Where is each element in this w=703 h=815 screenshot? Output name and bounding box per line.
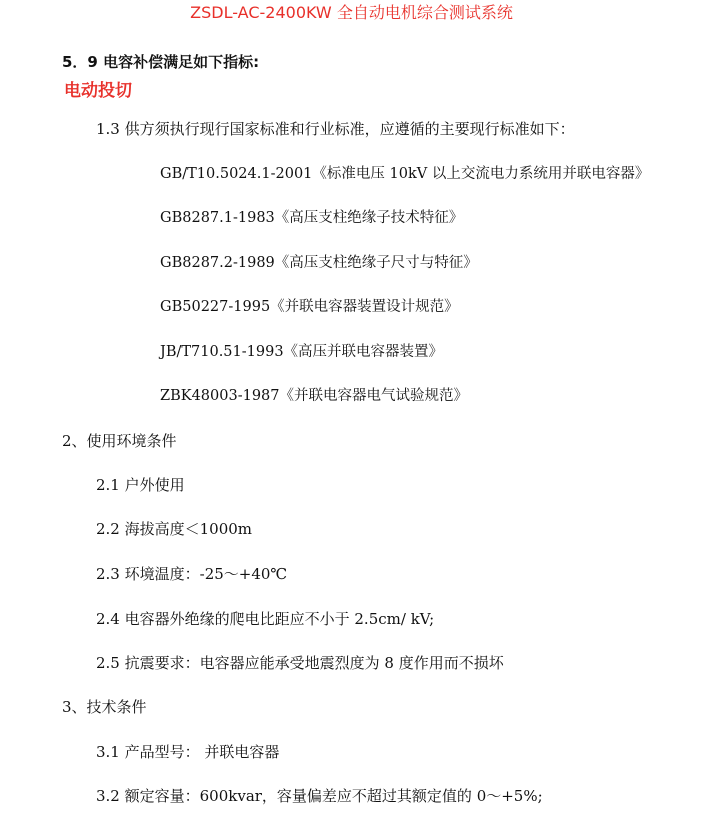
technical-item: 3.1 产品型号： 并联电容器	[96, 743, 280, 761]
environment-item: 2.1 户外使用	[96, 476, 185, 494]
document-title: ZSDL-AC-2400KW 全自动电机综合测试系统	[190, 3, 513, 22]
standards-intro: 1.3 供方须执行现行国家标准和行业标准，应遵循的主要现行标准如下：	[96, 120, 575, 138]
environment-item: 2.3 环境温度：-25～+40℃	[96, 565, 288, 583]
standard-item: GB8287.1-1983《高压支柱绝缘子技术特征》	[160, 210, 464, 226]
environment-item: 2.5 抗震要求：电容器应能承受地震烈度为 8 度作用而不损坏	[96, 654, 504, 672]
section-heading: 5．9 电容补偿满足如下指标:	[62, 53, 260, 71]
environment-heading: 2、使用环境条件	[62, 432, 177, 450]
standard-item: GB/T10.5024.1-2001《标准电压 10kV 以上交流电力系统用并联电容器》	[160, 166, 650, 182]
technical-heading: 3、技术条件	[62, 698, 147, 716]
environment-item: 2.2 海拔高度＜1000m	[96, 520, 253, 538]
standard-item: GB8287.2-1989《高压支柱绝缘子尺寸与特征》	[160, 255, 478, 271]
standard-item: GB50227-1995《并联电容器装置设计规范》	[160, 299, 459, 315]
section-subheading: 电动投切	[64, 81, 132, 101]
standard-item: JB/T710.51-1993《高压并联电容器装置》	[160, 344, 444, 360]
standard-item: ZBK48003-1987《并联电容器电气试验规范》	[160, 388, 468, 404]
technical-item: 3.2 额定容量：600kvar，容量偏差应不超过其额定值的 0～+5%;	[96, 787, 543, 805]
environment-item: 2.4 电容器外绝缘的爬电比距应不小于 2.5cm/ kV;	[96, 610, 435, 628]
